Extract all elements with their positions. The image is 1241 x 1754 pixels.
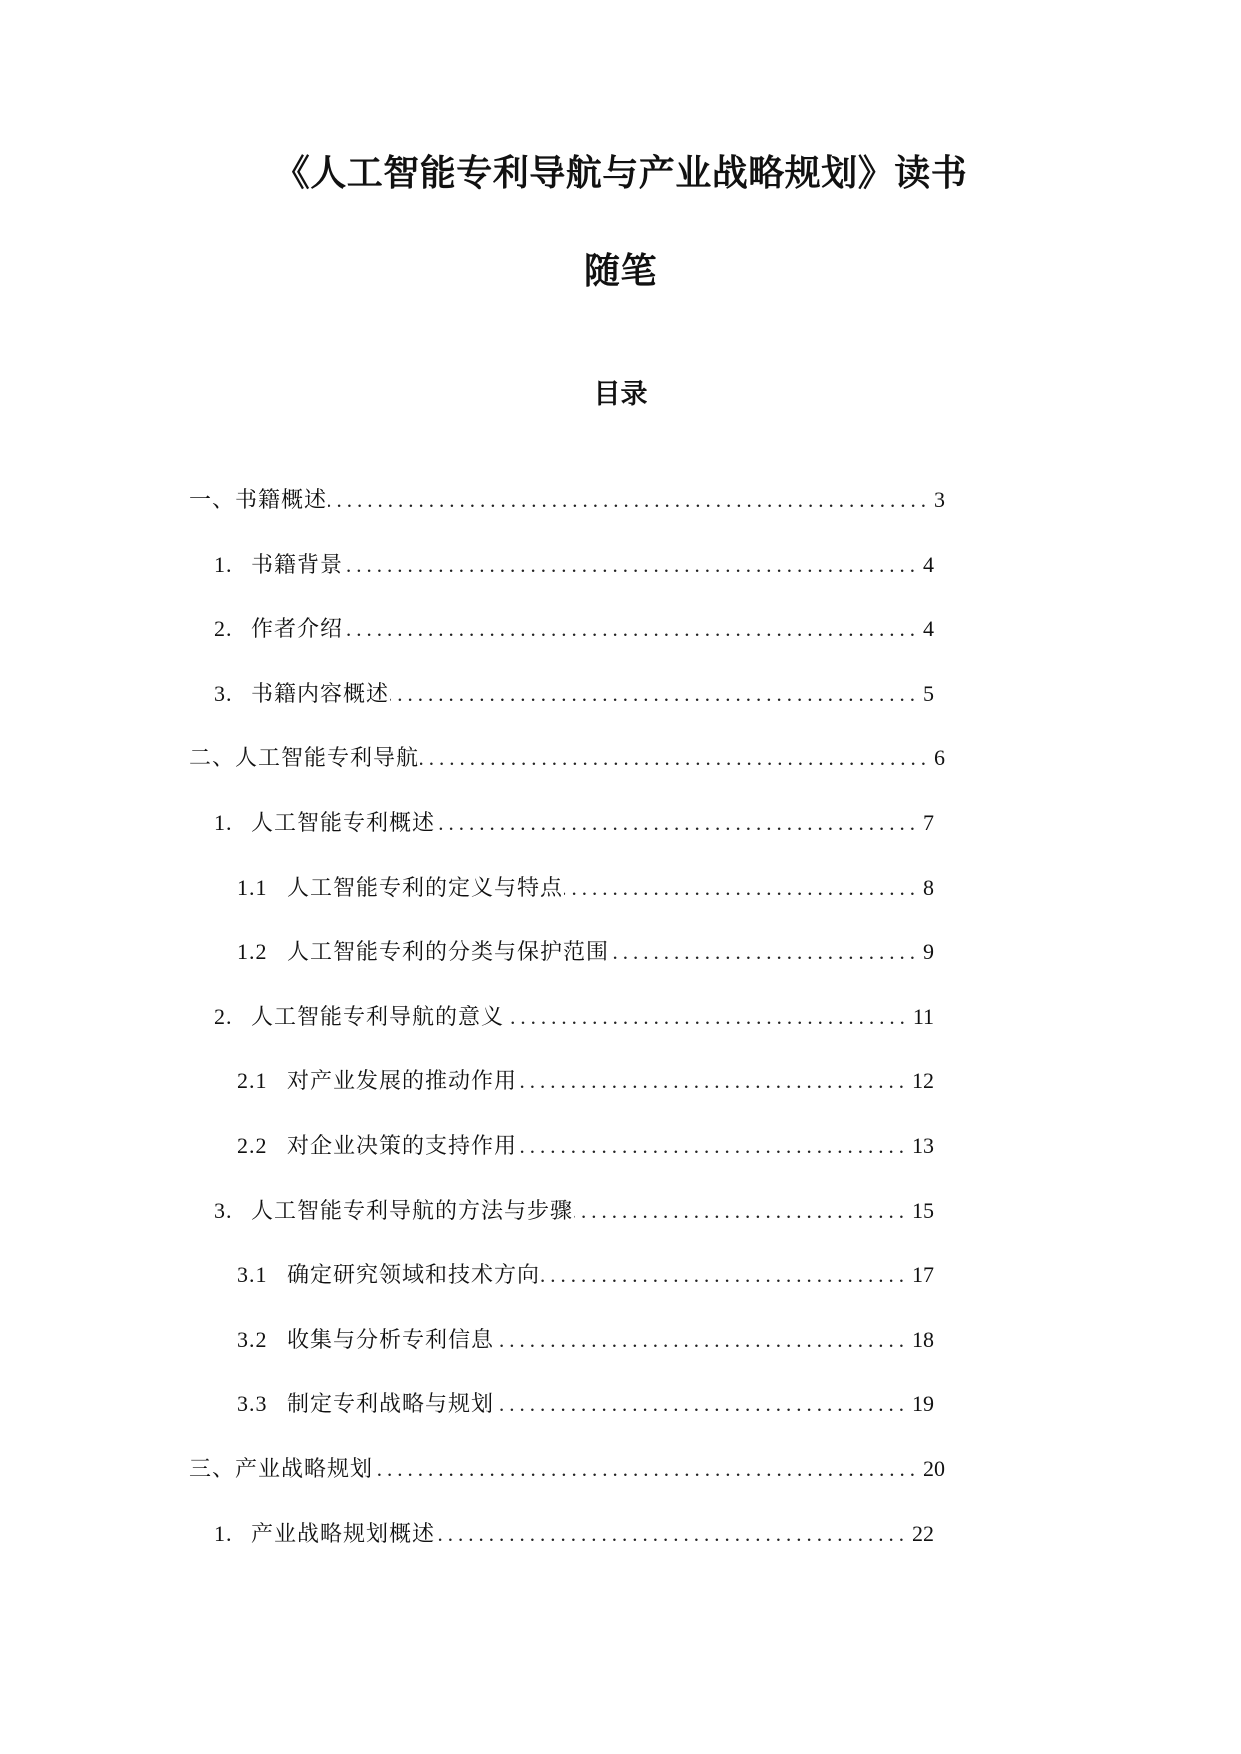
toc-dot-leader <box>610 920 920 985</box>
toc-entry-title: 人工智能专利的定义与特点 <box>287 875 564 901</box>
toc-entry-title: 产业战略规划 <box>235 1456 374 1482</box>
toc-entry-page: 22 <box>912 1520 934 1546</box>
document-title-line: 随笔 <box>583 250 657 292</box>
toc-entry[interactable] <box>189 662 945 727</box>
toc-entry-title: 人工智能专利的分类与保护范围 <box>287 940 610 966</box>
toc-entry[interactable] <box>189 597 945 662</box>
toc-entry-number: 1. <box>214 809 233 835</box>
toc-dot-leader <box>374 1437 920 1502</box>
toc-entry-page: 9 <box>923 939 934 965</box>
toc-entry-title: 确定研究领域和技术方向 <box>287 1263 541 1289</box>
toc-entry-number: 3. <box>214 680 233 706</box>
toc-dot-leader <box>390 662 920 727</box>
toc-dot-leader <box>344 597 920 662</box>
toc-entry-page: 8 <box>923 874 934 900</box>
toc-entry[interactable] <box>189 1372 945 1437</box>
toc-entry-page: 4 <box>923 616 934 642</box>
toc-entry-page: 19 <box>912 1391 934 1417</box>
table-of-contents <box>189 468 945 1566</box>
toc-entry[interactable] <box>189 985 945 1050</box>
toc-entry[interactable] <box>189 1308 945 1373</box>
toc-dot-leader <box>436 1502 909 1567</box>
toc-entry-number: 1. <box>214 1520 233 1546</box>
toc-entry-title: 人工智能专利导航 <box>235 746 420 772</box>
toc-entry[interactable] <box>189 1437 945 1502</box>
toc-entry-page: 20 <box>923 1455 945 1481</box>
toc-entry-page: 13 <box>912 1132 934 1158</box>
toc-entry[interactable] <box>189 468 945 533</box>
toc-entry-number: 3. <box>214 1197 233 1223</box>
toc-entry-page: 5 <box>923 680 934 706</box>
toc-entry-number: 3.2 <box>237 1326 268 1352</box>
toc-dot-leader <box>436 791 920 856</box>
toc-entry-page: 4 <box>923 551 934 577</box>
toc-entry[interactable] <box>189 856 945 921</box>
toc-dot-leader <box>564 856 920 921</box>
toc-entry-number: 2.2 <box>237 1132 268 1158</box>
toc-entry-title: 对产业发展的推动作用 <box>287 1069 518 1095</box>
toc-entry[interactable] <box>189 791 945 856</box>
toc-entry-page: 12 <box>912 1068 934 1094</box>
toc-dot-leader <box>518 1049 909 1114</box>
toc-entry-number: 一、 <box>189 487 236 512</box>
toc-entry-number: 1.1 <box>237 874 268 900</box>
toc-entry-title: 对企业决策的支持作用 <box>287 1133 518 1159</box>
toc-entry[interactable] <box>189 1243 945 1308</box>
toc-dot-leader <box>574 1179 909 1244</box>
toc-entry-number: 三、 <box>189 1455 236 1481</box>
toc-entry-page: 11 <box>912 1003 934 1029</box>
toc-entry-number: 2. <box>214 1003 233 1029</box>
toc-dot-leader <box>518 1114 909 1179</box>
toc-heading: 目录 <box>593 379 648 410</box>
toc-entry-title: 书籍背景 <box>251 552 344 578</box>
toc-entry-title: 产业战略规划概述 <box>251 1521 436 1547</box>
toc-dot-leader <box>328 468 931 533</box>
toc-entry-number: 3.1 <box>237 1262 268 1288</box>
toc-entry[interactable] <box>189 726 945 791</box>
toc-dot-leader <box>505 985 910 1050</box>
toc-entry-page: 6 <box>934 745 945 771</box>
toc-entry[interactable] <box>189 1114 945 1179</box>
toc-entry-number: 3.3 <box>237 1391 268 1417</box>
toc-entry-page: 7 <box>923 809 934 835</box>
toc-entry[interactable] <box>189 1049 945 1114</box>
toc-entry-number: 1. <box>214 551 233 577</box>
toc-entry-number: 2. <box>214 616 233 642</box>
toc-entry[interactable] <box>189 533 945 598</box>
toc-entry-title: 人工智能专利导航的意义 <box>251 1004 505 1030</box>
toc-entry-title: 作者介绍 <box>251 617 344 643</box>
toc-entry-page: 17 <box>912 1262 934 1288</box>
toc-dot-leader <box>344 533 920 598</box>
toc-entry-number: 二、 <box>189 745 236 771</box>
toc-dot-leader <box>541 1243 909 1308</box>
toc-dot-leader <box>420 726 931 791</box>
toc-entry-page: 3 <box>934 487 945 512</box>
toc-dot-leader <box>495 1372 909 1437</box>
toc-dot-leader <box>495 1308 909 1373</box>
toc-entry[interactable] <box>189 1502 945 1567</box>
toc-entry-page: 15 <box>912 1197 934 1223</box>
toc-entry-title: 书籍内容概述 <box>251 681 390 707</box>
document-title-line: 《人工智能专利导航与产业战略规划》读书 <box>273 152 968 194</box>
toc-entry-page: 18 <box>912 1326 934 1352</box>
toc-entry-title: 书籍概述 <box>235 488 328 513</box>
toc-entry-title: 人工智能专利导航的方法与步骤 <box>251 1198 574 1224</box>
toc-entry-number: 1.2 <box>237 939 268 965</box>
toc-entry-title: 人工智能专利概述 <box>251 810 436 836</box>
toc-entry-title: 收集与分析专利信息 <box>287 1327 495 1353</box>
toc-entry-title: 制定专利战略与规划 <box>287 1392 495 1418</box>
toc-entry[interactable] <box>189 1179 945 1244</box>
toc-entry-number: 2.1 <box>237 1068 268 1094</box>
toc-entry[interactable] <box>189 920 945 985</box>
document-title <box>0 124 1241 320</box>
